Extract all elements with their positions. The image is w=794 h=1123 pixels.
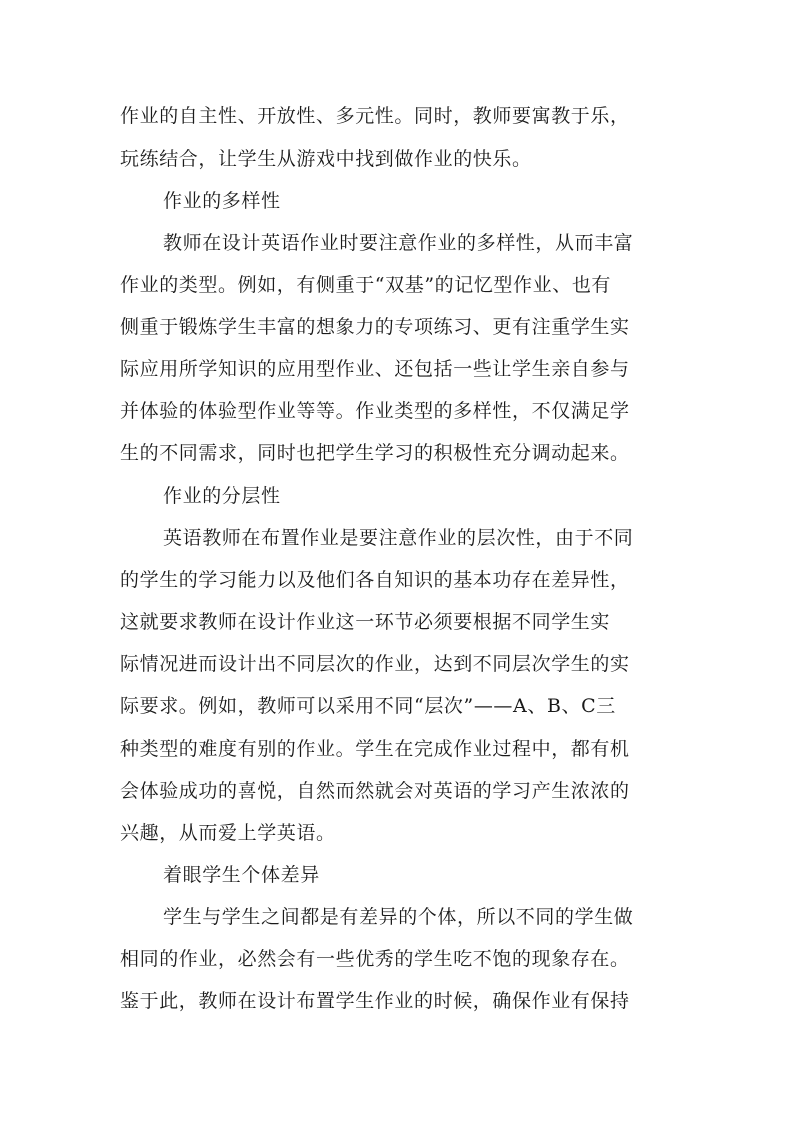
- text-line: 并体验的体验型作业等等。作业类型的多样性，不仅满足学: [120, 400, 630, 422]
- text-line: 际情况进而设计出不同层次的作业，达到不同层次学生的实: [120, 653, 630, 675]
- paragraph-first-line: 教师在设计英语作业时要注意作业的多样性，从而丰富: [163, 232, 634, 254]
- text-line: 侧重于锻炼学生丰富的想象力的专项练习、更有注重学生实: [120, 316, 630, 338]
- text-line: 玩练结合，让学生从游戏中找到做作业的快乐。: [120, 148, 532, 170]
- text-line: 际应用所学知识的应用型作业、还包括一些让学生亲自参与: [120, 358, 630, 380]
- text-line: 相同的作业，必然会有一些优秀的学生吃不饱的现象存在。: [120, 948, 630, 970]
- section-heading: 作业的多样性: [163, 190, 281, 212]
- text-line: 作业的类型。例如，有侧重于“双基”的记忆型作业、也有: [120, 274, 612, 296]
- text-line: 鉴于此，教师在设计布置学生作业的时候，确保作业有保持: [120, 990, 630, 1012]
- text-line: 这就要求教师在设计作业这一环节必须要根据不同学生实: [120, 611, 611, 633]
- text-line: 兴趣，从而爱上学英语。: [120, 822, 336, 844]
- text-line: 际要求。例如，教师可以采用不同“层次”——A、B、C三: [120, 695, 616, 717]
- text-line: 的学生的学习能力以及他们各自知识的基本功存在差异性，: [120, 569, 630, 591]
- section-heading: 着眼学生个体差异: [163, 864, 320, 886]
- text-line: 会体验成功的喜悦，自然而然就会对英语的学习产生浓浓的: [120, 780, 630, 802]
- section-heading: 作业的分层性: [163, 485, 281, 507]
- paragraph-first-line: 学生与学生之间都是有差异的个体，所以不同的学生做: [163, 906, 634, 928]
- text-line: 种类型的难度有别的作业。学生在完成作业过程中，都有机: [120, 738, 630, 760]
- text-line: 作业的自主性、开放性、多元性。同时，教师要寓教于乐，: [120, 105, 630, 127]
- paragraph-first-line: 英语教师在布置作业是要注意作业的层次性，由于不同: [163, 527, 634, 549]
- text-line: 生的不同需求，同时也把学生学习的积极性充分调动起来。: [120, 442, 630, 464]
